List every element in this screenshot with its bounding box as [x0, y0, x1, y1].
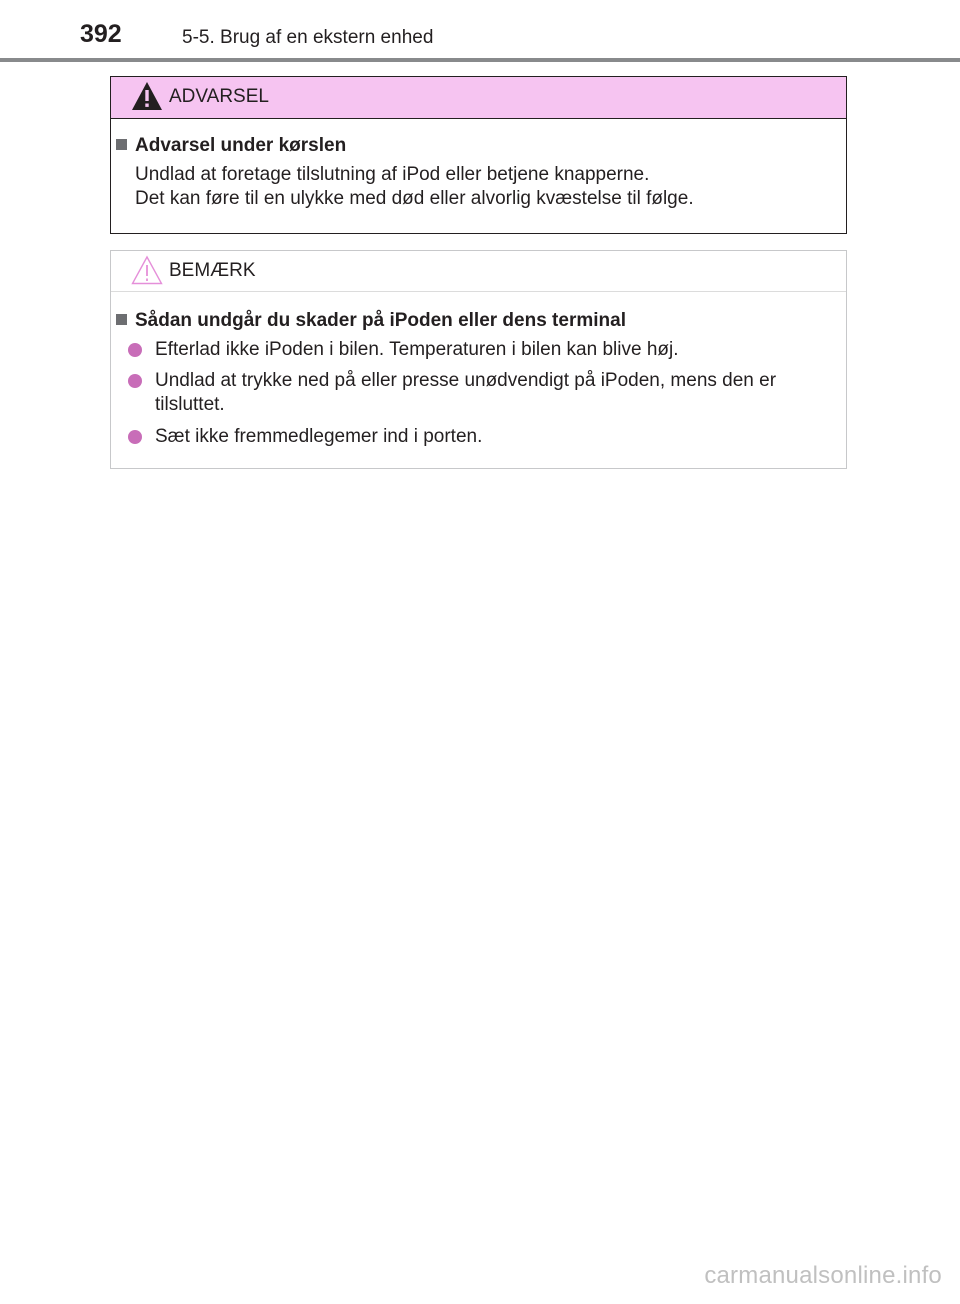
page-number: 392: [80, 20, 122, 48]
notice-heading-text: Sådan undgår du skader på iPoden eller dens terminal: [135, 310, 626, 331]
warning-line-1: Undlad at foretage tilslutning af iPod eller betjene knapperne.: [135, 164, 650, 185]
square-bullet-icon: [116, 139, 127, 150]
page-header: [0, 0, 960, 64]
notice-bullet: [127, 425, 840, 449]
warning-heading: [116, 134, 346, 158]
notice-bullet: [127, 338, 840, 362]
warning-heading-text: Advarsel under kørslen: [135, 135, 347, 156]
notice-box: [110, 250, 847, 469]
warning-label: ADVARSEL: [169, 86, 269, 107]
watermark: carmanualsonline.info: [704, 1262, 942, 1289]
notice-heading: [116, 309, 626, 333]
section-title: 5-5. Brug af en ekstern enhed: [182, 27, 434, 48]
notice-bullet-text: Efterlad ikke iPoden i bilen. Temperaturen i bilen kan blive høj.: [155, 339, 679, 360]
notice-bullet-text: Undlad at trykke ned på eller presse unødvendigt på iPoden, mens den er tilsluttet.: [155, 370, 777, 415]
bullet-dot-icon: [128, 374, 142, 388]
bullet-dot-icon: [128, 343, 142, 357]
warning-triangle-icon: [131, 81, 163, 111]
notice-label: BEMÆRK: [169, 260, 256, 281]
notice-bullet: [127, 369, 840, 417]
bullet-dot-icon: [128, 430, 142, 444]
caution-outline-icon: [131, 255, 163, 285]
header-divider: [0, 58, 960, 62]
warning-line-2: Det kan føre til en ulykke med død eller alvorlig kvæstelse til følge.: [135, 188, 694, 209]
warning-header: [111, 77, 846, 119]
notice-header: [111, 251, 846, 292]
square-bullet-icon: [116, 314, 127, 325]
warning-box: [110, 76, 847, 234]
notice-bullet-text: Sæt ikke fremmedlegemer ind i porten.: [155, 426, 483, 447]
